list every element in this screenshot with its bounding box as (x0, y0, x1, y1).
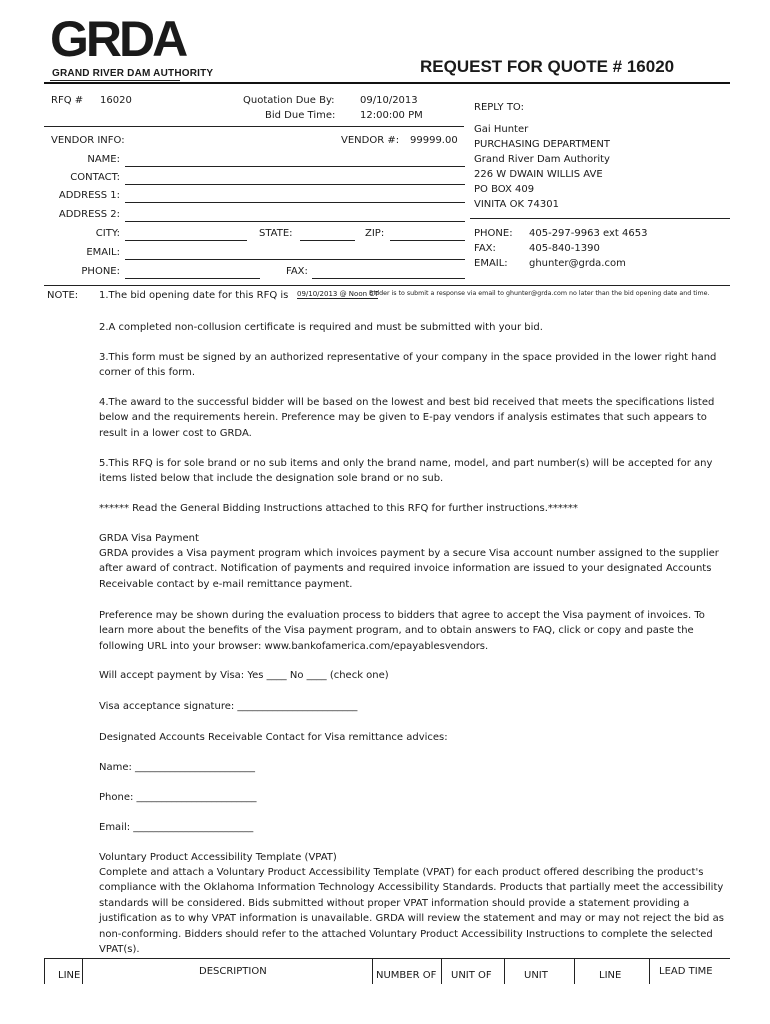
visa-preference: Preference may be shown during the evaluation process to bidders that agree to accept the Visa payment of invoices. To learn more about the benefits of the Visa payment program, and to obtain answers to FAQ, click or copy and paste the following URL into your browser: www.bankofamerica.com/epayablesvendors. (99, 610, 705, 652)
table-col-divider (82, 958, 83, 984)
visa-heading: GRDA Visa Payment (99, 533, 199, 544)
reply-email-value: ghunter@grda.com (529, 258, 626, 269)
vendor-contact-label: CONTACT: (70, 172, 120, 183)
reply-fax-label: FAX: (474, 243, 496, 254)
general-instructions: ****** Read the General Bidding Instructions attached to this RFQ for further instructions.****** (99, 503, 578, 514)
vendor-zip-label: ZIP: (365, 228, 385, 239)
table-col-divider (441, 958, 442, 984)
vpat-heading: Voluntary Product Accessibility Template (VPAT) (99, 852, 337, 863)
vendor-state-field[interactable] (300, 240, 355, 241)
col-unit: UNIT (524, 970, 548, 981)
logo-underline (50, 80, 180, 81)
col-line-total: LINE (599, 970, 622, 981)
bid-due-time-value: 12:00:00 PM (360, 110, 423, 121)
grda-logo: GRDA (50, 11, 186, 67)
note-5: 5.This RFQ is for sole brand or no sub items and only the brand name, model, and part number(s) will be accepted for any items listed below that include the designation sole brand or no sub. (99, 458, 713, 485)
note-2: 2.A completed non-collusion certificate is required and must be submitted with your bid. (99, 322, 543, 333)
reply-to-street: 226 W DWAIN WILLIS AVE (474, 169, 603, 180)
reply-to-dept: PURCHASING DEPARTMENT (474, 139, 610, 150)
ar-phone-field[interactable]: Phone: ________________________ (99, 792, 257, 803)
vendor-email-label: EMAIL: (86, 247, 120, 258)
note-3: 3.This form must be signed by an authorized representative of your company in the space provided in the lower right hand corner of this form. (99, 352, 717, 379)
vendor-phone-label: PHONE: (81, 266, 120, 277)
table-col-divider (44, 958, 45, 984)
reply-to-pobox: PO BOX 409 (474, 184, 535, 195)
quotation-due-value: 09/10/2013 (360, 95, 418, 106)
rfq-number: 16020 (100, 95, 132, 106)
reply-fax-value: 405-840-1390 (529, 243, 600, 254)
note-label: NOTE: (47, 290, 79, 301)
vendor-info-label: VENDOR INFO: (51, 135, 125, 146)
reply-to-name: Gai Hunter (474, 124, 529, 135)
visa-text: GRDA provides a Visa payment program which invoices payment by a secure Visa account number assigned to the supplier after award of contract. Notification of payments and required invoice information are issued to your designated Accounts Receivable contact by e-mail remittance payment. (99, 548, 719, 590)
vendor-city-field[interactable] (125, 240, 247, 241)
vendor-fax-label: FAX: (286, 266, 308, 277)
note-4: 4.The award to the successful bidder will be based on the lowest and best bid received that meets the specifications listed below and the requirements herein. Preference may be given to E-pay vendors if analysis estimates that such appears to result in a lower cost to GRDA. (99, 397, 715, 439)
rfq-label: RFQ # (51, 95, 84, 106)
vendor-bottom-rule (44, 285, 730, 286)
table-col-divider (574, 958, 575, 984)
vendor-number-label: VENDOR #: (341, 135, 400, 146)
note-1-prefix: 1.The bid opening date for this RFQ is (99, 290, 289, 301)
vendor-zip-field[interactable] (390, 240, 465, 241)
visa-accept-checkboxes[interactable]: Will accept payment by Visa: Yes ____ No ____ (check one) (99, 670, 389, 681)
note-1-fill: 09/10/2013 @ Noon CT (297, 290, 379, 298)
vendor-state-label: STATE: (259, 228, 293, 239)
vendor-address2-field[interactable] (125, 221, 465, 222)
col-description: DESCRIPTION (199, 966, 267, 977)
note-1-suffix: . Bidder is to submit a response via email to ghunter@grda.com no later than the bid opening date and time. (365, 290, 710, 297)
vendor-contact-field[interactable] (125, 184, 465, 185)
col-unit-of: UNIT OF (451, 970, 492, 981)
ar-contact-heading: Designated Accounts Receivable Contact for Visa remittance advices: (99, 732, 448, 743)
reply-email-label: EMAIL: (474, 258, 508, 269)
table-top-rule (44, 958, 730, 959)
reply-to-city: VINITA OK 74301 (474, 199, 559, 210)
col-lead-time: LEAD TIME (659, 966, 713, 977)
vendor-address2-label: ADDRESS 2: (58, 209, 120, 220)
vendor-city-label: CITY: (95, 228, 120, 239)
reply-phone-value: 405-297-9963 ext 4653 (529, 228, 648, 239)
rfq-rule (44, 126, 464, 127)
reply-to-label: REPLY TO: (474, 102, 524, 113)
vendor-address1-label: ADDRESS 1: (58, 190, 120, 201)
table-col-divider (372, 958, 373, 984)
table-col-divider (649, 958, 650, 984)
vpat-text: Complete and attach a Voluntary Product Accessibility Template (VPAT) for each product offered describing the product's compliance with the Oklahoma Information Technology Accessibility Standards. Products that partially meet the accessibility standards will be considered. Bids submitted without proper VPAT information should provide a statement providing a justification as to why VPAT information is unavailable. GRDA will review the statement and may or may not reject the bid as non-conforming. Bidders should refer to the attached Voluntary Product Accessibility Instructions to complete the selected VPAT(s). (99, 867, 724, 956)
col-number-of: NUMBER OF (376, 970, 437, 981)
reply-to-rule (470, 218, 730, 219)
header-rule (44, 82, 730, 84)
quotation-due-label: Quotation Due By: (243, 95, 335, 106)
vendor-name-label: NAME: (87, 154, 120, 165)
visa-signature-field[interactable]: Visa acceptance signature: ________________________ (99, 701, 358, 712)
vendor-address1-field[interactable] (125, 202, 465, 203)
col-line: LINE (58, 970, 81, 981)
ar-name-field[interactable]: Name: ________________________ (99, 762, 256, 773)
vendor-phone-field[interactable] (125, 278, 260, 279)
reply-to-org: Grand River Dam Authority (474, 154, 610, 165)
table-col-divider (504, 958, 505, 984)
vendor-name-field[interactable] (125, 166, 465, 167)
vendor-email-field[interactable] (125, 259, 465, 260)
bid-due-time-label: Bid Due Time: (265, 110, 336, 121)
grda-logo-subtitle: GRAND RIVER DAM AUTHORITY (52, 68, 214, 79)
ar-email-field[interactable]: Email: ________________________ (99, 822, 254, 833)
reply-phone-label: PHONE: (474, 228, 513, 239)
line-items-table-header (44, 958, 730, 988)
vendor-number-value: 99999.00 (410, 135, 458, 146)
page-title: REQUEST FOR QUOTE # 16020 (420, 57, 675, 76)
vendor-fax-field[interactable] (312, 278, 465, 279)
